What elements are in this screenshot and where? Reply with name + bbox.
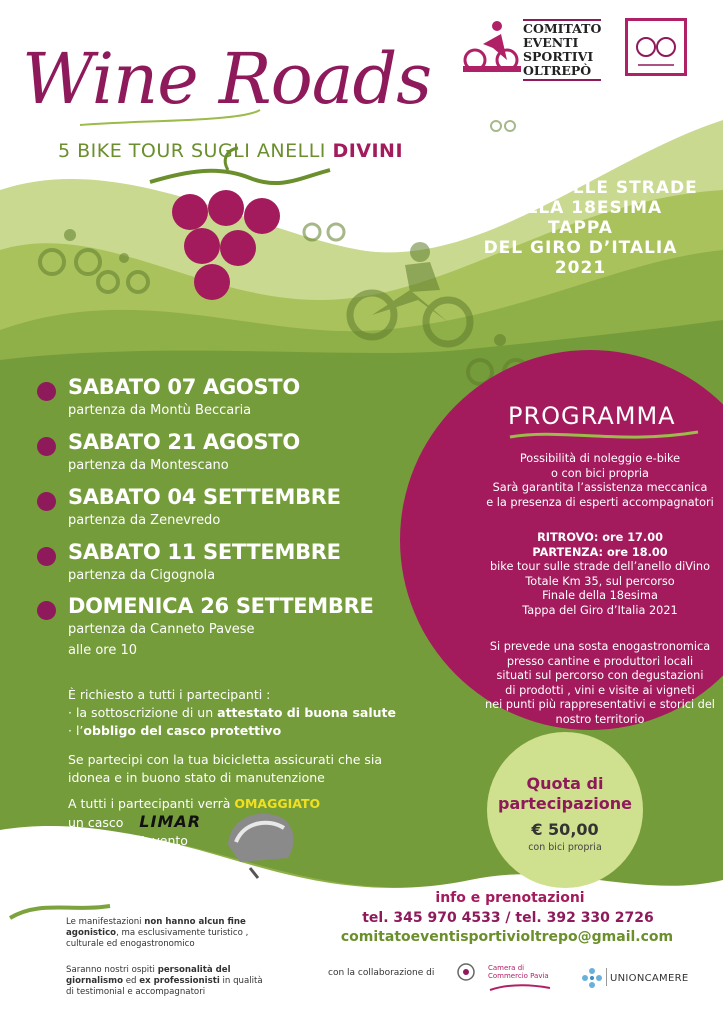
comitato-logo-text bbox=[523, 19, 601, 81]
info-email[interactable]: comitatoeventisportivioltrepo@gmail.com bbox=[340, 929, 674, 945]
event-departure: partenza da Cigognola bbox=[68, 568, 216, 583]
subtitle-highlight: DIVINI bbox=[332, 140, 404, 162]
giro-tappa-logo bbox=[625, 18, 687, 76]
gift-note bbox=[68, 795, 320, 850]
unioncamere-label: UNIONCAMERE bbox=[610, 973, 689, 984]
seal-icon bbox=[456, 962, 476, 982]
event-departure: partenza da Montescano bbox=[68, 458, 229, 473]
date-bullet-icon bbox=[37, 547, 56, 566]
bike-note bbox=[68, 751, 382, 787]
event-time: alle ore 10 bbox=[68, 643, 138, 658]
bike-note-line-2: idonea e in buono stato di manutenzione bbox=[68, 770, 325, 785]
programma-stop: Si prevede una sosta enogastronomica presso cantine e produttori locali situati sul percorso con degustazioni di prodotti , vini e visite ai vigneti nei punti più rappresentativi e storici del nostro territorio bbox=[485, 640, 715, 726]
requirements-block bbox=[68, 686, 396, 740]
date-bullet-icon bbox=[37, 437, 56, 456]
event-departure: partenza da Zenevredo bbox=[68, 513, 221, 528]
unioncamere-logo-icon bbox=[580, 966, 604, 990]
programma-details: Possibilità di noleggio e-bike o con bici propria Sarà garantita l’assistenza meccanica e la presenza di esperti accompagnatori bbox=[486, 452, 714, 509]
giro-line-3: DEL GIRO D’ITALIA 2021 bbox=[483, 238, 678, 278]
event-date: DOMENICA 26 SETTEMBRE bbox=[68, 594, 374, 618]
giro-line-1: EVENTI SULLE STRADE bbox=[463, 178, 698, 198]
event-departure: partenza da Montù Beccaria bbox=[68, 403, 252, 418]
partenza-time: PARTENZA: ore 18.00 bbox=[532, 545, 668, 559]
programma-schedule: RITROVO: ore 17.00 PARTENZA: ore 18.00 bike tour sulle strade dell’anello diVino Totale Km 35, sul percorso Finale della 18esima Tappa del Giro d’Italia 2021 bbox=[490, 531, 710, 617]
cyclist-logo-icon bbox=[463, 14, 521, 82]
ritrovo-time: RITROVO: ore 17.00 bbox=[537, 531, 663, 544]
comitato-line-3: SPORTIVI bbox=[523, 49, 594, 64]
camcom-swoosh-icon bbox=[488, 982, 552, 992]
event-date: SABATO 21 AGOSTO bbox=[68, 430, 300, 454]
programma-title: PROGRAMMA bbox=[508, 402, 676, 430]
giro-logo-icon bbox=[628, 21, 684, 73]
poster-subtitle bbox=[58, 140, 403, 162]
event-departure: partenza da Canneto Pavese bbox=[68, 622, 255, 637]
footer-note-1: Le manifestazioni non hanno alcun fine agonistico, ma esclusivamente turistico , culturale ed enogastronomico bbox=[66, 917, 249, 949]
requirement-item: · la sottoscrizione di un attestato di buona salute bbox=[68, 705, 396, 720]
quota-price: € 50,00 bbox=[531, 820, 599, 839]
subtitle-text: 5 BIKE TOUR SUGLI ANELLI bbox=[58, 140, 326, 162]
comitato-line-2: EVENTI bbox=[523, 35, 579, 50]
limar-logo: LIMAR bbox=[139, 812, 202, 831]
event-date: SABATO 04 SETTEMBRE bbox=[68, 485, 341, 509]
gift-line-1: A tutti i partecipanti verrà OMAGGIATO bbox=[68, 796, 321, 811]
footer-note-2: Saranno nostri ospiti personalità del giornalismo ed ex professionisti in qualità di testimonial e accompagnatori bbox=[66, 965, 263, 997]
giro-event-heading bbox=[463, 178, 698, 278]
requirement-item: · l’obbligo del casco protettivo bbox=[68, 723, 282, 738]
date-bullet-icon bbox=[37, 492, 56, 511]
requirements-intro: È richiesto a tutti i partecipanti : bbox=[68, 687, 271, 702]
quota-note: con bici propria bbox=[528, 842, 602, 853]
camera-commercio-logo: Camera di Commercio Pavia bbox=[488, 964, 549, 980]
event-date: SABATO 07 AGOSTO bbox=[68, 375, 300, 399]
info-title: info e prenotazioni bbox=[435, 890, 585, 906]
quota-title: Quota di partecipazione bbox=[498, 774, 632, 813]
collaboration-label: con la collaborazione di bbox=[328, 968, 435, 978]
gift-line-3: dedicato all’evento bbox=[68, 833, 188, 848]
gift-highlight: OMAGGIATO bbox=[234, 796, 321, 811]
comitato-line-1: COMITATO bbox=[523, 21, 602, 36]
date-bullet-icon bbox=[37, 382, 56, 401]
comitato-line-4: OLTREPÒ bbox=[523, 63, 592, 78]
event-date: SABATO 11 SETTEMBRE bbox=[68, 540, 341, 564]
logo-divider bbox=[606, 968, 607, 986]
giro-line-2: DELLA 18ESIMA TAPPA bbox=[498, 198, 663, 238]
date-bullet-icon bbox=[37, 601, 56, 620]
poster-title: Wine Roads bbox=[22, 38, 432, 120]
gift-line-2: un casco LIMAR bbox=[68, 812, 202, 831]
info-phone[interactable]: tel. 345 970 4533 / tel. 392 330 2726 bbox=[362, 910, 654, 926]
bike-note-line-1: Se partecipi con la tua bicicletta assicurati che sia bbox=[68, 752, 383, 767]
